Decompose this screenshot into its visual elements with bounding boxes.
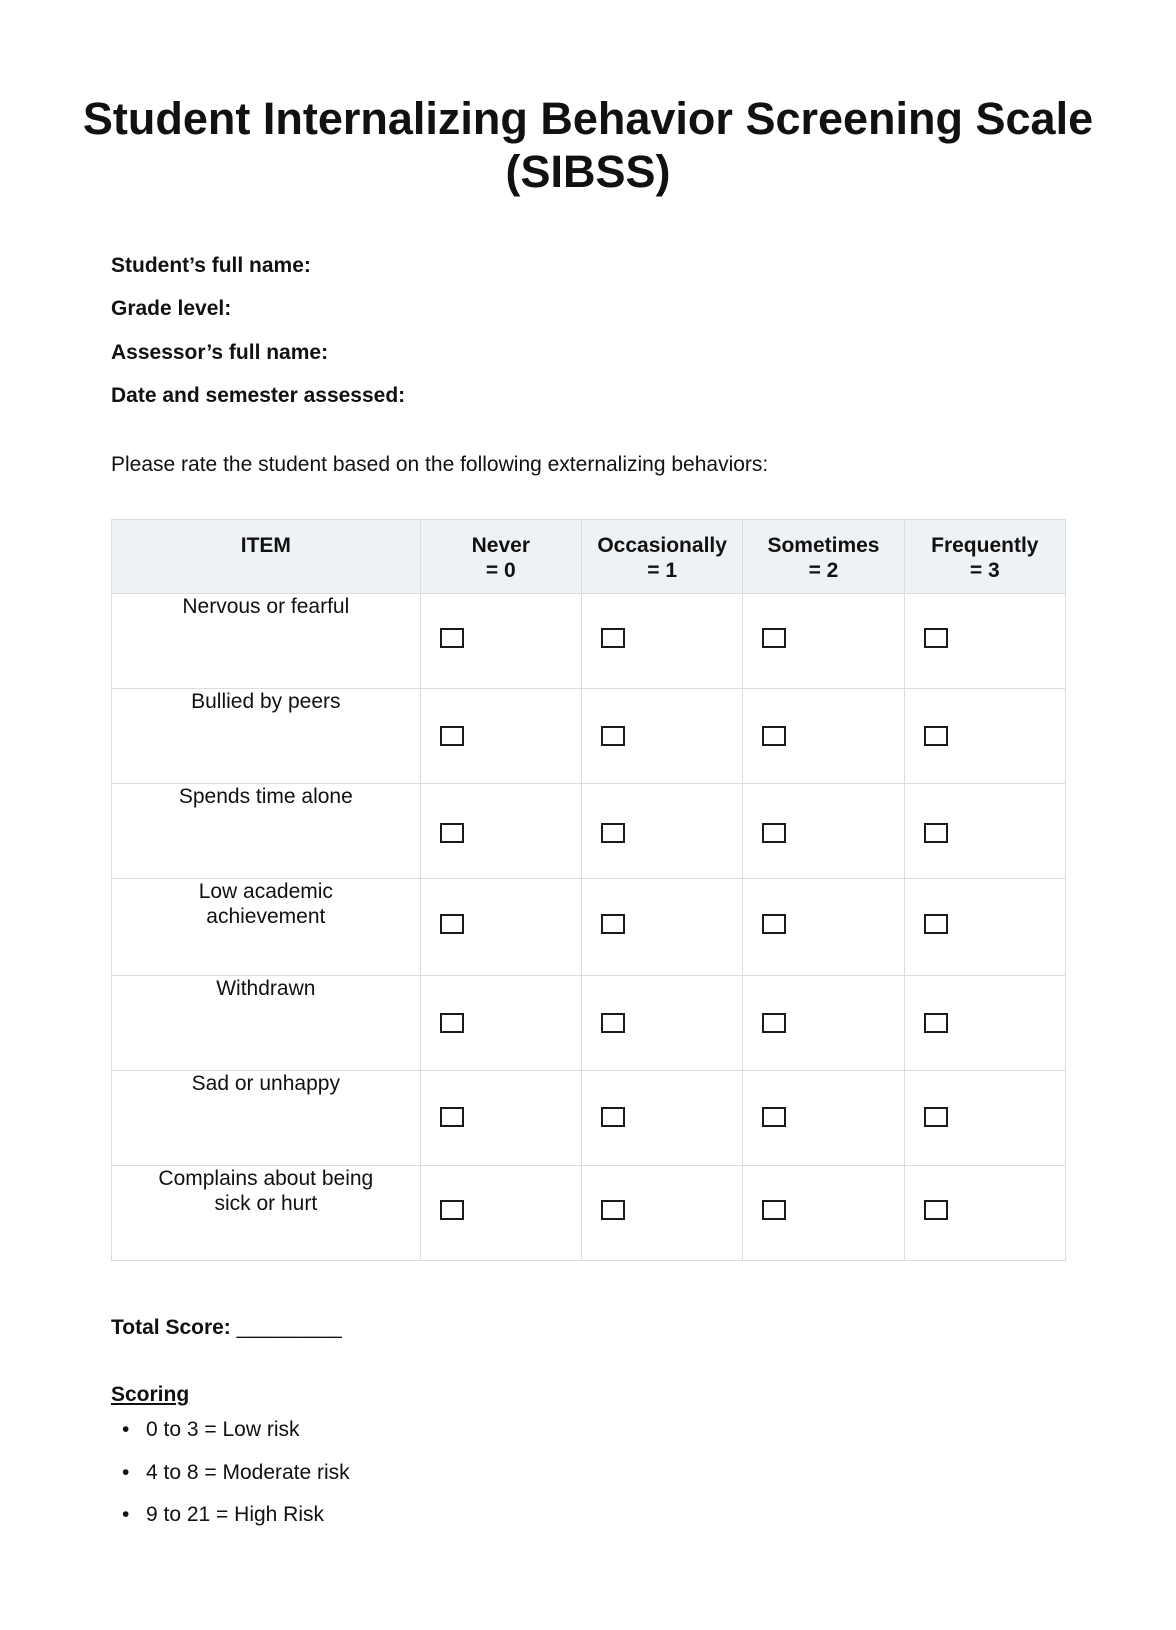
item-cell [112,1071,421,1166]
never-cell [420,689,581,784]
header-frequently-label: Frequently [931,534,1039,557]
never-cell [420,1166,581,1261]
item-label: Bullied by peers [191,690,341,713]
sometimes-cell [743,689,904,784]
occasionally-cell [581,879,742,976]
item-label-line2: achievement [206,905,326,928]
never-checkbox[interactable] [440,1013,464,1033]
never-cell [420,976,581,1071]
frequently-checkbox[interactable] [924,914,948,934]
frequently-checkbox[interactable] [924,1013,948,1033]
scoring-item-text: 9 to 21 = High Risk [146,1503,325,1526]
header-item [112,520,421,594]
assessor-name-label: Assessor’s full name: [111,341,329,364]
header-occasionally-value: = 1 [647,559,678,582]
table-row [112,594,1066,689]
frequently-cell [904,976,1065,1071]
item-cell [112,594,421,689]
never-checkbox[interactable] [440,628,464,648]
bullet-icon: • [122,1418,130,1441]
frequently-cell [904,594,1065,689]
item-label: Complains about being [158,1167,374,1190]
sometimes-checkbox[interactable] [762,1107,786,1127]
total-score-label: Total Score: [111,1316,231,1339]
never-checkbox[interactable] [440,1200,464,1220]
item-cell [112,976,421,1071]
grade-level-label: Grade level: [111,297,232,320]
never-checkbox[interactable] [440,914,464,934]
table-row [112,1166,1066,1261]
occasionally-cell [581,689,742,784]
occasionally-cell [581,1166,742,1261]
frequently-checkbox[interactable] [924,726,948,746]
scoring-item-text: 4 to 8 = Moderate risk [146,1461,350,1484]
sometimes-cell [743,976,904,1071]
item-cell [112,1166,421,1261]
frequently-cell [904,879,1065,976]
sometimes-cell [743,1166,904,1261]
occasionally-checkbox[interactable] [601,1200,625,1220]
frequently-checkbox[interactable] [924,1200,948,1220]
sometimes-checkbox[interactable] [762,1013,786,1033]
frequently-checkbox[interactable] [924,823,948,843]
item-label: Withdrawn [216,977,316,1000]
sometimes-cell [743,784,904,879]
frequently-checkbox[interactable] [924,628,948,648]
occasionally-cell [581,976,742,1071]
scoring-list-item [122,1502,324,1528]
frequently-cell [904,784,1065,879]
item-cell [112,879,421,976]
item-label: Nervous or fearful [182,595,350,618]
occasionally-checkbox[interactable] [601,1013,625,1033]
table-row [112,976,1066,1071]
occasionally-checkbox[interactable] [601,823,625,843]
sometimes-cell [743,1071,904,1166]
sometimes-checkbox[interactable] [762,914,786,934]
never-checkbox[interactable] [440,823,464,843]
header-sometimes-value: = 2 [808,559,839,582]
total-score [111,1315,342,1341]
occasionally-cell [581,1071,742,1166]
item-label: Sad or unhappy [191,1072,340,1095]
scoring-heading: Scoring [111,1383,190,1406]
bullet-icon: • [122,1461,130,1484]
header-frequently-value: = 3 [969,559,1000,582]
table-row [112,689,1066,784]
item-cell [112,784,421,879]
sometimes-checkbox[interactable] [762,1200,786,1220]
never-cell [420,879,581,976]
scoring-item-text: 0 to 3 = Low risk [146,1418,300,1441]
header-item-label: ITEM [240,534,291,557]
header-row [112,520,1066,594]
never-checkbox[interactable] [440,1107,464,1127]
never-cell [420,1071,581,1166]
item-cell [112,689,421,784]
occasionally-checkbox[interactable] [601,726,625,746]
scoring-list-item [122,1417,300,1443]
header-sometimes [743,520,904,594]
bullet-icon: • [122,1503,130,1526]
never-checkbox[interactable] [440,726,464,746]
instructions-text: Please rate the student based on the following externalizing behaviors: [111,453,769,476]
header-occasionally-label: Occasionally [597,534,727,557]
occasionally-cell [581,594,742,689]
header-sometimes-label: Sometimes [767,534,880,557]
occasionally-checkbox[interactable] [601,1107,625,1127]
table-row [112,1071,1066,1166]
header-never-value: = 0 [485,559,516,582]
occasionally-cell [581,784,742,879]
rating-table [111,519,1066,1261]
occasionally-checkbox[interactable] [601,628,625,648]
header-frequently [904,520,1065,594]
sometimes-checkbox[interactable] [762,628,786,648]
item-label: Spends time alone [178,785,353,808]
header-never [420,520,581,594]
student-name-label: Student’s full name: [111,254,311,277]
never-cell [420,784,581,879]
date-semester-label: Date and semester assessed: [111,384,406,407]
frequently-cell [904,1166,1065,1261]
table-row [112,879,1066,976]
table-row [112,784,1066,879]
frequently-checkbox[interactable] [924,1107,948,1127]
page-title: Student Internalizing Behavior Screening Scale (SIBSS) [82,93,1094,197]
item-label-line2: sick or hurt [214,1192,318,1215]
frequently-cell [904,689,1065,784]
never-cell [420,594,581,689]
scoring-list-item [122,1460,350,1486]
occasionally-checkbox[interactable] [601,914,625,934]
header-occasionally [581,520,742,594]
total-score-blank[interactable]: _________ [236,1316,342,1339]
sometimes-cell [743,594,904,689]
sometimes-checkbox[interactable] [762,726,786,746]
frequently-cell [904,1071,1065,1166]
header-never-label: Never [471,534,530,557]
sometimes-checkbox[interactable] [762,823,786,843]
sometimes-cell [743,879,904,976]
item-label: Low academic [198,880,333,903]
